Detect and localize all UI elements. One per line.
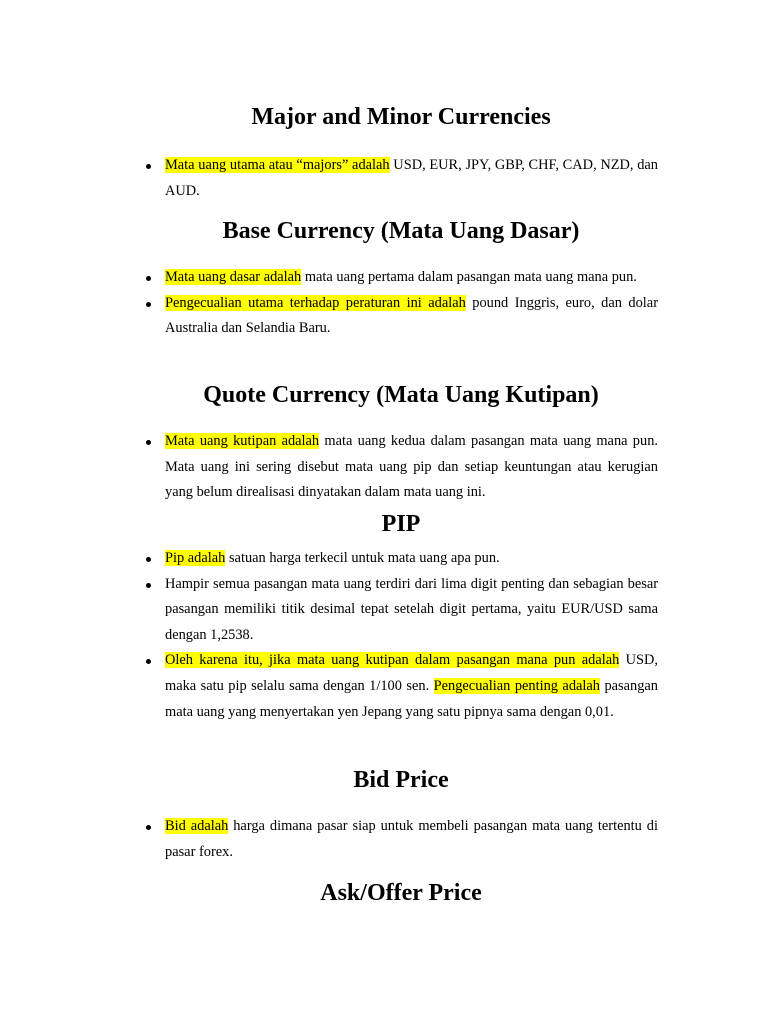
item-text: USD, EUR, JPY, GBP, CHF, CAD, NZD, dan AUD. <box>165 157 658 199</box>
item-text: USD, maka satu pip selalu sama dengan 1/100 sen. <box>165 652 659 694</box>
section-heading: Quote Currency (Mata Uang Kutipan) <box>203 382 599 408</box>
bullet-icon <box>146 276 151 281</box>
highlighted-text: Mata uang dasar adalah <box>165 269 302 285</box>
section-ask-offer-price <box>144 879 658 907</box>
bullet-icon <box>146 440 151 445</box>
bullet-list <box>144 153 658 204</box>
highlighted-text: Oleh karena itu, jika mata uang kutipan dalam pasangan mana pun adalah <box>165 652 620 669</box>
bullet-list <box>144 429 658 506</box>
list-item <box>144 546 658 572</box>
item-text: mata uang kedua dalam pasangan mata uang mana pun. Mata uang ini sering disebut mata uang pip dan setiap keuntungan atau kerugian yang belum direalisasi dinyatakan dalam mata uang ini. <box>165 433 658 501</box>
item-text: Hampir semua pasangan mata uang terdiri dari lima digit penting dan sebagian besar pasangan memiliki titik desimal tepat setelah digit pertama, yaitu EUR/USD sama dengan 1,2538. <box>165 575 658 643</box>
bullet-icon <box>146 825 151 830</box>
highlighted-text: Mata uang kutipan adalah <box>165 433 320 449</box>
item-text: mata uang pertama dalam pasangan mata uang mana pun. <box>301 269 637 285</box>
list-item <box>144 429 658 506</box>
section-heading: PIP <box>381 511 421 537</box>
highlighted-text: Pengecualian penting adalah <box>433 677 600 694</box>
section-major-minor <box>144 103 658 204</box>
section-base-currency <box>144 217 658 342</box>
section-heading: Ask/Offer Price <box>320 880 482 906</box>
list-item <box>144 153 658 204</box>
bullet-list <box>144 814 658 865</box>
list-item <box>144 291 658 342</box>
section-quote-currency <box>144 381 658 506</box>
highlighted-text: Pengecualian utama terhadap peraturan ini adalah <box>165 294 466 311</box>
list-item <box>144 648 658 725</box>
section-bid-price <box>144 766 658 865</box>
item-text: pound Inggris, euro, dan dolar Australia dan Selandia Baru. <box>165 294 658 337</box>
list-item <box>144 265 658 291</box>
bullet-icon <box>146 659 151 664</box>
list-item <box>144 814 658 865</box>
item-text: harga dimana pasar siap untuk membeli pasangan mata uang tertentu di pasar forex. <box>165 818 658 860</box>
highlighted-text: Bid adalah <box>165 818 229 834</box>
bullet-icon <box>146 164 151 169</box>
item-text: pasangan mata uang yang menyertakan yen Jepang yang satu pipnya sama dengan 0,01. <box>165 677 658 720</box>
bullet-list <box>144 546 658 725</box>
item-text: satuan harga terkecil untuk mata uang apa pun. <box>225 550 500 566</box>
bullet-icon <box>146 583 151 588</box>
section-heading: Base Currency (Mata Uang Dasar) <box>222 218 580 244</box>
list-item <box>144 572 658 649</box>
section-pip <box>144 510 658 725</box>
highlighted-text: Pip adalah <box>165 550 226 566</box>
highlighted-text: Mata uang utama atau “majors” adalah <box>165 157 390 173</box>
bullet-icon <box>146 557 151 562</box>
bullet-icon <box>146 302 151 307</box>
section-heading: Bid Price <box>353 767 449 793</box>
bullet-list <box>144 265 658 342</box>
section-heading: Major and Minor Currencies <box>251 104 551 130</box>
